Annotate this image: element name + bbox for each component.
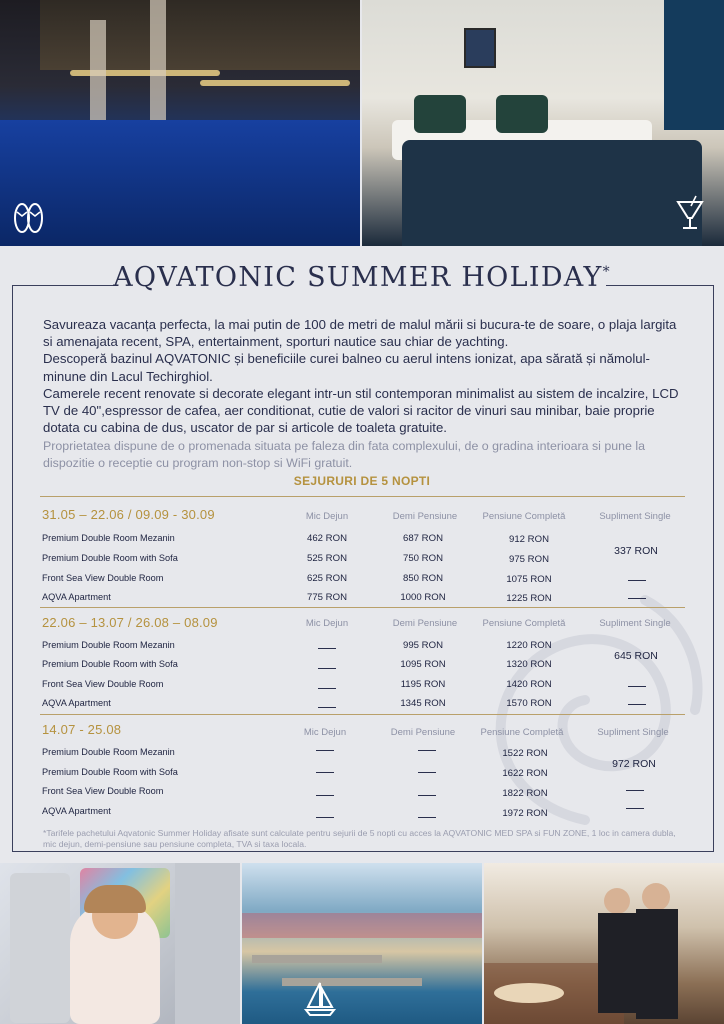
divider <box>40 496 685 497</box>
beach-aerial-photo <box>242 863 482 1024</box>
price-demi-pensiune: 850 RON <box>403 573 443 584</box>
price-demi-pensiune: 1345 RON <box>400 698 446 709</box>
footnote: *Tarifele pachetului Aqvatonic Summer Holiday afisate sunt calculate pentru sejurii de 5 nopti cu acces la AQVATONIC MED SPA si FUN ZONE, 1 loc in camera dubla, mic dejun, demi-pensiune sau pensiune completa, TVA si taxa locala. <box>43 828 676 849</box>
room-name: Premium Double Room Mezanin <box>42 640 175 650</box>
period-label: 22.06 – 13.07 / 26.08 – 08.09 <box>42 615 218 630</box>
intro-paragraph: Camerele recent renovate si decorate elegant intr-un stil contemporan minimalist au sistem de incalzire, LCD TV de 40",espressor de cafea, aer conditionat, cutie de valori si racitor de vinuri sau minibar, baie proprie dotata cu cabina de dus, uscator de par si articole de toaleta gratuite. <box>43 385 679 436</box>
column-header: Mic Dejun <box>303 727 347 738</box>
sailboat-icon <box>300 979 340 1019</box>
column-header: Pensiune Completă <box>482 618 566 629</box>
price-demi-pensiune: 1000 RON <box>400 592 446 603</box>
dash <box>318 648 336 649</box>
price-pensiune-completa: 1522 RON <box>502 748 548 759</box>
dash <box>316 750 334 751</box>
cocktail-icon <box>670 192 710 232</box>
dash <box>418 772 436 773</box>
column-header: Demi Pensiune <box>392 618 458 629</box>
room-name: Premium Double Room with Sofa <box>42 659 178 669</box>
dash <box>626 790 644 791</box>
price-pensiune-completa: 1420 RON <box>506 679 552 690</box>
price-demi-pensiune: 995 RON <box>403 640 443 651</box>
price-demi-pensiune: 687 RON <box>403 533 443 544</box>
price-pensiune-completa: 1220 RON <box>506 640 552 651</box>
restaurant-chefs-photo <box>484 863 724 1024</box>
price-pensiune-completa: 1972 RON <box>502 808 548 819</box>
column-header: Demi Pensiune <box>390 727 456 738</box>
price-mic-dejun: 775 RON <box>307 592 347 603</box>
column-header: Mic Dejun <box>305 618 349 629</box>
room-name: Front Sea View Double Room <box>42 573 164 583</box>
price-demi-pensiune: 750 RON <box>403 553 443 564</box>
dash <box>316 817 334 818</box>
dash <box>628 686 646 687</box>
price-pensiune-completa: 1320 RON <box>506 659 552 670</box>
dash <box>628 704 646 705</box>
column-header: Supliment Single <box>597 727 669 738</box>
single-supplement: 337 RON <box>614 545 658 557</box>
intro-text <box>43 316 683 472</box>
dash <box>318 707 336 708</box>
dash <box>628 598 646 599</box>
price-pensiune-completa: 1075 RON <box>506 574 552 585</box>
price-demi-pensiune: 1095 RON <box>400 659 446 670</box>
price-pensiune-completa: 912 RON <box>509 534 549 545</box>
period-label: 14.07 - 25.08 <box>42 722 122 737</box>
single-supplement: 645 RON <box>614 650 658 662</box>
dash <box>318 668 336 669</box>
room-name: Front Sea View Double Room <box>42 786 164 796</box>
price-pensiune-completa: 1622 RON <box>502 768 548 779</box>
column-header: Supliment Single <box>599 511 671 522</box>
spa-pool-photo <box>0 0 360 246</box>
column-header: Pensiune Completă <box>482 511 566 522</box>
dash <box>418 795 436 796</box>
dash <box>628 580 646 581</box>
price-mic-dejun: 462 RON <box>307 533 347 544</box>
period-label: 31.05 – 22.06 / 09.09 - 30.09 <box>42 507 215 522</box>
dash <box>316 772 334 773</box>
dash <box>626 808 644 809</box>
room-name: AQVA Apartment <box>42 592 111 602</box>
dash <box>418 750 436 751</box>
column-header: Pensiune Completă <box>480 727 564 738</box>
intro-paragraph: Savureaza vacanța perfecta, la mai putin de 100 de metri de malul mării si bucura-te de soare, o plaja largita si amenajata recent, SPA, entertainment, sporturi nautice sau chiar de yachting. <box>43 317 677 350</box>
intro-paragraph: Descoperă bazinul AQVATONIC și beneficiile curei balneo cu aerul intens ionizat, apa sărată și nămolul-minune din Lacul Techirghiol. <box>43 351 650 384</box>
dash <box>316 795 334 796</box>
price-mic-dejun: 625 RON <box>307 573 347 584</box>
column-header: Supliment Single <box>599 618 671 629</box>
hotel-room-photo <box>362 0 724 246</box>
room-name: Premium Double Room with Sofa <box>42 553 178 563</box>
page-title: AQVATONIC SUMMER HOLIDAY* <box>113 262 611 293</box>
price-pensiune-completa: 1822 RON <box>502 788 548 799</box>
room-name: AQVA Apartment <box>42 698 111 708</box>
divider <box>40 607 685 608</box>
dash <box>418 817 436 818</box>
room-name: Premium Double Room Mezanin <box>42 747 175 757</box>
price-pensiune-completa: 975 RON <box>509 554 549 565</box>
intro-paragraph: Proprietatea dispune de o promenada situata pe faleza din fata complexului, de o gradina interioara si pune la dispozitie o receptie cu program non-stop si WiFi gratuit. <box>43 439 646 471</box>
section-subtitle: SEJURURI DE 5 NOPTI <box>293 474 431 488</box>
column-header: Mic Dejun <box>305 511 349 522</box>
kids-playground-photo <box>0 863 240 1024</box>
price-mic-dejun: 525 RON <box>307 553 347 564</box>
flip-flops-icon <box>8 198 48 238</box>
room-name: Premium Double Room Mezanin <box>42 533 175 543</box>
room-name: Premium Double Room with Sofa <box>42 767 178 777</box>
room-name: AQVA Apartment <box>42 806 111 816</box>
dash <box>318 688 336 689</box>
price-pensiune-completa: 1225 RON <box>506 593 552 604</box>
single-supplement: 972 RON <box>612 758 656 770</box>
price-pensiune-completa: 1570 RON <box>506 698 552 709</box>
divider <box>40 714 685 715</box>
price-demi-pensiune: 1195 RON <box>400 679 446 690</box>
column-header: Demi Pensiune <box>392 511 458 522</box>
room-name: Front Sea View Double Room <box>42 679 164 689</box>
